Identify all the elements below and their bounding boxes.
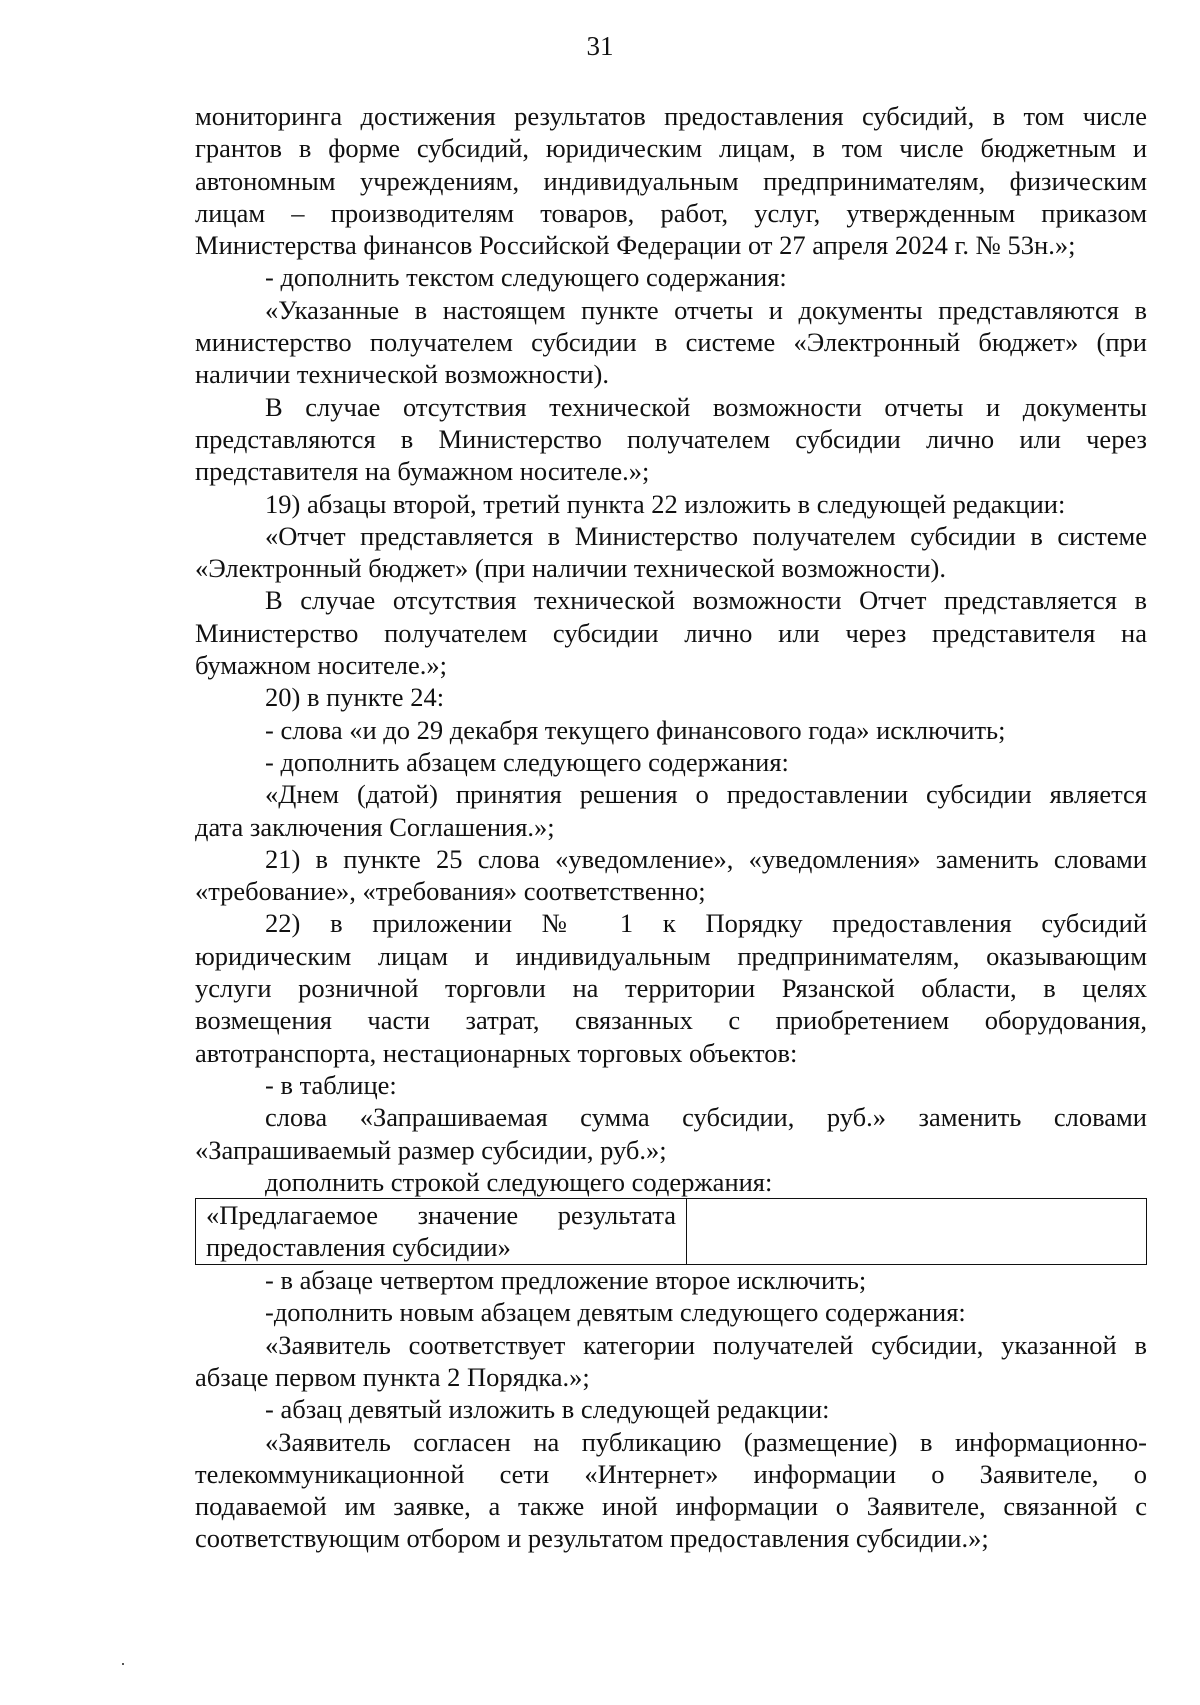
table-cell-line: «Предлагаемое значение результата — [206, 1200, 676, 1231]
text-line: «требование», «требования» соответственно; — [195, 876, 706, 907]
text-line: представляются в Министерство получателем субсидии лично или через — [195, 423, 1147, 454]
text-line: автономным учреждениям, индивидуальным предпринимателям, физическим — [195, 165, 1147, 196]
text-line: 19) абзацы второй, третий пункта 22 изложить в следующей редакции: — [265, 488, 1066, 519]
text-after-table — [195, 1264, 1147, 1555]
scan-speck — [122, 1663, 124, 1665]
text-line: - в таблице: — [265, 1069, 397, 1100]
text-line: соответствующим отбором и результатом предоставления субсидии.»; — [195, 1523, 989, 1554]
text-line: Министерство получателем субсидии лично или через представителя на — [195, 617, 1147, 648]
text-line: юридическим лицам и индивидуальным предпринимателям, оказывающим — [195, 940, 1147, 971]
text-line: дополнить строкой следующего содержания: — [265, 1166, 773, 1197]
table-block — [195, 1198, 1147, 1264]
text-line: мониторинга достижения результатов предоставления субсидий, в том числе — [195, 101, 1147, 131]
text-line: Министерства финансов Российской Федерации от 27 апреля 2024 г. № 53н.»; — [195, 230, 1076, 261]
table-cell-label — [196, 1199, 687, 1265]
text-line: 20) в пункте 24: — [265, 682, 445, 713]
text-line: услуги розничной торговли на территории Рязанской области, в целях — [195, 973, 1147, 1004]
text-line: «Заявитель соответствует категории получателей субсидии, указанной в — [265, 1329, 1147, 1360]
text-line: подаваемой им заявке, а также иной информации о Заявителе, связанной с — [195, 1491, 1147, 1522]
text-line: телекоммуникационной сети «Интернет» информации о Заявителе, о — [195, 1458, 1147, 1489]
text-line: «Электронный бюджет» (при наличии технической возможности). — [195, 553, 946, 584]
result-table — [195, 1198, 1147, 1265]
text-line: представителя на бумажном носителе.»; — [195, 456, 650, 487]
text-line: грантов в форме субсидий, юридическим лицам, в том числе бюджетным и — [195, 133, 1147, 164]
text-line: абзаце первом пункта 2 Порядка.»; — [195, 1361, 590, 1392]
text-line: - абзац девятый изложить в следующей редакции: — [265, 1394, 830, 1425]
document-body — [195, 100, 1147, 1555]
text-line: дата заключения Соглашения.»; — [195, 811, 555, 842]
text-line: 21) в пункте 25 слова «уведомление», «уведомления» заменить словами — [265, 843, 1147, 874]
text-line: наличии технической возможности). — [195, 359, 610, 390]
text-line: - дополнить абзацем следующего содержания: — [265, 746, 789, 777]
text-line: «Отчет представляется в Министерство получателем субсидии в системе — [265, 520, 1147, 551]
text-line: В случае отсутствия технической возможности отчеты и документы — [265, 391, 1147, 422]
text-line: - дополнить текстом следующего содержания: — [265, 262, 787, 293]
text-line: - слова «и до 29 декабря текущего финансового года» исключить; — [265, 714, 1006, 745]
text-line: «Указанные в настоящем пункте отчеты и документы представляются в — [265, 294, 1147, 325]
text-line: министерство получателем субсидии в системе «Электронный бюджет» (при — [195, 327, 1147, 358]
text-before-table — [195, 100, 1147, 1198]
text-line: «Запрашиваемый размер субсидии, руб.»; — [195, 1134, 667, 1165]
text-line: автотранспорта, нестационарных торговых объектов: — [195, 1037, 798, 1068]
page-number: 31 — [586, 31, 614, 61]
text-line: - в абзаце четвертом предложение второе исключить; — [265, 1265, 867, 1296]
text-line: «Заявитель согласен на публикацию (размещение) в информационно- — [265, 1426, 1147, 1457]
text-line: -дополнить новым абзацем девятым следующего содержания: — [265, 1297, 966, 1328]
table-cell-value — [687, 1199, 1147, 1265]
text-line: В случае отсутствия технической возможности Отчет представляется в — [265, 585, 1147, 616]
text-line: 22) в приложении № 1 к Порядку предоставления субсидий — [265, 908, 1147, 939]
table-row — [196, 1199, 1147, 1265]
text-line: лицам – производителям товаров, работ, услуг, утвержденным приказом — [195, 197, 1147, 228]
text-line: «Днем (датой) принятия решения о предоставлении субсидии является — [265, 779, 1147, 810]
text-line: возмещения части затрат, связанных с приобретением оборудования, — [195, 1005, 1147, 1036]
table-cell-line: предоставления субсидии» — [206, 1232, 511, 1263]
text-line: слова «Запрашиваемая сумма субсидии, руб.» заменить словами — [265, 1102, 1147, 1133]
text-line: бумажном носителе.»; — [195, 650, 447, 681]
